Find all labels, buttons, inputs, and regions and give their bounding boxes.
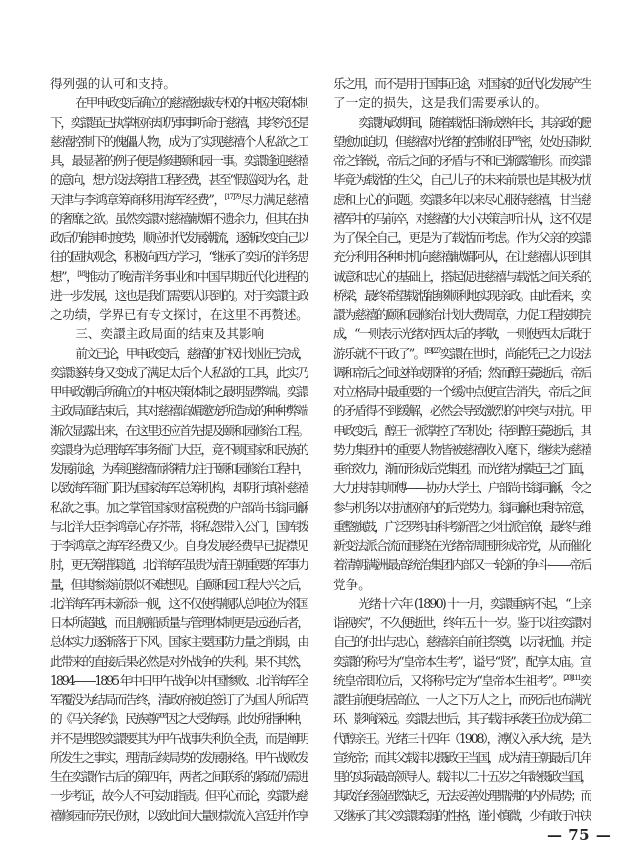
text-line	[50, 151, 308, 170]
line-text: 望愈加迫切，但慈禧对光绪的控制依旧严密，处处压制幼	[333, 133, 591, 149]
line-text: 肘，更无筹措渠道，北洋海军虽贵为清王朝重要的军事力	[50, 557, 308, 573]
line-text: 的奢靡之欲。虽然奕譞对慈禧献媚不遗余力，但其在执	[50, 210, 308, 226]
text-line	[50, 267, 308, 286]
text-line	[333, 517, 591, 536]
line-text: 成，“一则表示光绪对西太后的孝敬，一则使西太后耽于	[333, 326, 591, 342]
text-line	[50, 113, 308, 132]
text-line	[50, 729, 308, 748]
text-line	[50, 440, 308, 459]
text-line	[50, 594, 308, 613]
line-text: 帝之锋锐，帝后之间的矛盾与不和已渐露雏形。而奕譞	[333, 153, 591, 168]
text-line	[50, 613, 308, 632]
line-text: 游乐就不干政了”。	[333, 345, 425, 361]
line-text: 的矛盾得不到缓解，必然会导致激烈的冲突与对抗。甲	[333, 403, 591, 419]
text-line	[333, 401, 591, 420]
text-line	[333, 113, 591, 132]
text-line	[333, 709, 591, 728]
text-line	[50, 517, 308, 536]
line-text: 奕譞身为总理海军事务衙门大臣，竟不顾国家和民族的	[50, 441, 308, 457]
text-line	[50, 401, 308, 420]
text-line	[50, 247, 308, 266]
text-line	[333, 478, 591, 497]
line-text: 统皇帝即位后，又将称号定为“皇帝本生祖考”。	[333, 672, 564, 688]
text-line	[50, 748, 308, 767]
text-line	[50, 575, 308, 594]
line-text: 乐之用，而不是用于国事正途，对国家的近代化发展产生	[333, 76, 591, 91]
line-text: 私欲之事。加之掌管国家财富税费的户部尚书翁同龢	[50, 499, 308, 515]
citation-superscript: [19]227	[424, 346, 440, 355]
line-text: 譞为慈禧的颐和园修治计划大费周章，力促工程按期完	[333, 307, 591, 322]
line-text: 与北洋大臣李鸿章心存芥蒂，将私怨带入公门，国库拨	[50, 518, 308, 534]
line-text: 天津与李鸿章筹商移用海军经费”，	[50, 191, 225, 207]
line-text: 推动了晚清洋务事业和中国早期近代化进程的	[85, 268, 308, 284]
text-line	[333, 690, 591, 709]
line-text: 具，最显著的例子便是修建颐和园一事。奕譞逢迎慈禧	[50, 153, 308, 168]
text-line	[333, 209, 591, 228]
text-line	[333, 613, 591, 632]
line-text: 了一定的损失，这是我们需要承认的。	[333, 95, 548, 111]
line-text: 奕譞在世时，尚能凭己之力设法	[439, 345, 591, 361]
text-line	[50, 671, 308, 690]
line-text: 垂帘效力，渐而形成后党集团。而光绪为撑起己之门面，	[333, 461, 591, 476]
text-line	[333, 286, 591, 305]
line-text: 重整旗鼓，广泛罗织由科考新晋之少壮派官僚，最终与维	[333, 518, 591, 534]
line-text: 量，但其惨淡前景似不难想见。自颐和园工程大兴之后，	[50, 576, 308, 592]
text-line	[50, 190, 308, 209]
line-text: 禧修园而劳民伤财，以致此间大量财款流入宫廷并作享	[50, 807, 308, 823]
line-text: 其政治经验固然缺乏，无法妥善处理鼎沸的内外局势；而	[333, 788, 591, 804]
text-line	[50, 132, 308, 151]
text-line	[50, 305, 308, 324]
text-line	[333, 440, 591, 459]
line-text: 之功绩，学界已有专文探讨，在这里不再赘述。	[50, 307, 308, 322]
left-text-column	[50, 74, 308, 825]
line-text: 发展前途，为奉迎慈禧而将精力注于颐和园修治工程中，	[50, 461, 308, 476]
text-line	[50, 421, 308, 440]
text-line	[333, 305, 591, 324]
text-line	[333, 170, 591, 189]
line-text: 奕	[580, 672, 591, 688]
text-line	[333, 555, 591, 574]
line-text: 毕竟为载湉的生父，自己儿子的未来前景也是其极为忧	[333, 172, 591, 188]
section-heading	[50, 324, 308, 343]
line-text: 大力扶持其师傅——协办大学士、户部尚书翁同龢，令之	[333, 480, 591, 496]
text-line	[333, 594, 591, 613]
line-text: 党争。	[333, 576, 371, 592]
text-line	[333, 74, 591, 93]
line-text: 着清朝满洲最高统治集团内部又一轮新的争斗——帝后	[333, 557, 591, 573]
text-line	[333, 324, 591, 343]
line-text: 1894——1895 年中日甲午战争以中国惨败、北洋海军全	[50, 672, 308, 688]
line-text: 虑和上心的问题。奕譞多年以来尽心服侍慈禧，甘当慈	[333, 191, 591, 207]
citation-superscript: [18]	[77, 269, 86, 278]
line-text: 势力集团中的重要人物皆被慈禧收入麾下，继续为慈禧	[333, 441, 591, 457]
text-line	[50, 286, 308, 305]
line-text: 对立格局中最重要的一个缓冲点便宣告消失，帝后之间	[333, 384, 591, 399]
text-line	[333, 190, 591, 209]
text-line	[333, 363, 591, 382]
text-line	[333, 459, 591, 478]
text-line	[50, 690, 308, 709]
line-text: 并不是埋怨奕譞要其为甲午战事失利负全责，而是阐明	[50, 730, 308, 746]
text-line	[50, 459, 308, 478]
line-text: 的《马关条约》，民族尊严因之大受侮辱。此处所指种种，	[50, 711, 308, 727]
text-line	[50, 228, 308, 247]
line-text: 诚意和忠心的基础上，搭起促进慈禧与载湉之间关系的	[333, 268, 591, 284]
text-line	[50, 478, 308, 497]
line-text: 尽力满足慈禧	[240, 191, 308, 207]
text-line	[50, 344, 308, 363]
line-text: 参与机务以对抗枢府内的后党势力。翁同龢也秉持帝意，	[333, 499, 591, 515]
line-text: 所发生之事实，理清后续局势的发展脉络。甲午战败发	[50, 749, 308, 765]
text-line	[50, 767, 308, 786]
line-text: 进一步发展，这也是我们需要认识到的。对于奕譞主政	[50, 287, 308, 303]
line-text: 生在奕譞作古后的第四年，两者之间联系的紧疏仍需进	[50, 769, 308, 784]
line-text: 一步考证，故今人不可妄加指责。但平心而论，奕譞为慈	[50, 788, 308, 804]
line-text: 新变法派合流而围绕在光绪帝周围形成帝党，从而催化	[333, 538, 591, 553]
text-line	[50, 806, 308, 825]
text-line	[50, 382, 308, 401]
text-line	[50, 363, 308, 382]
text-line	[50, 74, 308, 93]
text-line	[333, 767, 591, 786]
line-text: 前文已论，甲申政变后，慈禧的扩权计划业已完成，	[75, 345, 308, 361]
page-number: — 75 —	[547, 826, 612, 844]
text-line	[50, 652, 308, 671]
line-text: 调和帝后之间这样或那样的矛盾；然而醇王薨逝后，帝后	[333, 364, 591, 380]
text-line	[333, 748, 591, 767]
line-text: 渐次显露出来，在这里还应首先提及颐和园修治工程。	[50, 422, 308, 438]
line-text: 甲申政潮后所确立的中枢决策体制之最明显弊端。奕譞	[50, 384, 308, 399]
text-line	[333, 267, 591, 286]
line-text: 慈禧控制下的傀儡人物，成为了实现慈禧个人私欲之工	[50, 133, 308, 149]
line-text: 自己的付出与忠心，慈禧亲自前往祭奠，以示抚恤。并定	[333, 634, 591, 650]
text-line	[333, 671, 591, 690]
text-line	[333, 536, 591, 555]
line-text: 日本所超越，而且舰船质量与管理体制更是远逊后者，	[50, 615, 308, 630]
text-line	[333, 632, 591, 651]
text-line	[50, 786, 308, 805]
text-line	[50, 170, 308, 189]
line-text: 譞生前便身居高位、一人之下万人之上，而死后也布满光	[333, 692, 591, 707]
text-line	[333, 806, 591, 825]
line-text: 以致海军衙门阳为国家海军总筹机构，却阴行填补慈禧	[50, 480, 308, 496]
line-text: 为了保全自己，更是为了载湉而考虑。作为父亲的奕譞	[333, 230, 591, 245]
line-text: 北洋海军再未新添一舰，这不仅使得舰队总吨位为邻国	[50, 595, 308, 611]
line-text: 想”，	[50, 268, 78, 284]
text-line	[333, 652, 591, 671]
text-line	[50, 555, 308, 574]
line-text: 得列强的认可和支持。	[50, 76, 176, 91]
text-line	[333, 132, 591, 151]
text-line	[333, 93, 591, 112]
text-line	[50, 93, 308, 112]
line-text: 政后仍能审时度势，顺应时代发展潮流，逐渐改变自己以	[50, 230, 308, 245]
text-line	[50, 709, 308, 728]
text-line	[333, 786, 591, 805]
text-line	[333, 228, 591, 247]
line-text: 代醇亲王。光绪三十四年（1908），溥仪入承大统，是为	[333, 730, 591, 746]
line-text: 奕譞遂转身又变成了满足太后个人私欲的工具，此实乃	[50, 364, 308, 380]
line-text: 禧军中的马前卒，对慈禧的大小决策言听计从，这不仅是	[333, 210, 591, 226]
line-text: 的意向，想方设法筹措工程经费，甚至“假巡阅为名，赴	[50, 172, 308, 188]
line-text: 军覆没为结局而告终，清政府被迫签订了为国人所诟骂	[50, 692, 308, 707]
line-text: 里的实际最高领导人。载沣以二十五岁之年龄摄政当国，	[333, 769, 591, 784]
right-text-column	[333, 74, 591, 825]
line-text: 总体实力逐渐落于下风。国家主要国防力量之削弱，由	[50, 634, 308, 650]
line-text: 此带来的直接后果必然是对外战争的失利。果不其然，	[50, 653, 308, 669]
text-line	[333, 151, 591, 170]
text-line	[333, 729, 591, 748]
text-line	[50, 209, 308, 228]
citation-superscript: [20]111	[563, 673, 581, 682]
text-line	[50, 632, 308, 651]
line-text: 诣视疾”，不久便逝世，终年五十一岁。鉴于以往奕譞对	[333, 615, 591, 630]
line-text: 在甲申政变后确立的慈禧独裁专权的中枢决策体制	[75, 95, 308, 111]
text-line	[333, 247, 591, 266]
text-line	[333, 421, 591, 440]
line-text: 奕譞的称号为“皇帝本生考”，谥号“贤”，配享太庙。宣	[333, 653, 591, 669]
line-text: 桥梁，最终希望载湉能够顺利地实现亲政。由此看来，奕	[333, 287, 591, 303]
text-line	[333, 575, 591, 594]
line-text: 申政变后，醇王一派掌控了军机处；待到醇王薨逝后，其	[333, 422, 591, 438]
line-text: 环、影响深远。奕譞去世后，其子载沣承袭王位成为第二	[333, 711, 591, 727]
line-text: 光绪十六年 (1890) 十一月，奕譞重病不起，“上亲	[358, 595, 591, 611]
line-text: 充分利用各种时机向慈禧献媚阿从，在让慈禧认识到其	[333, 249, 591, 265]
text-line	[333, 498, 591, 517]
text-line	[333, 344, 591, 363]
line-text: 于李鸿章之海军经费又少。自身发展经费早已捉襟见	[50, 538, 308, 553]
citation-superscript: [17]79	[224, 192, 241, 201]
line-text: 宣统帝；而其父载沣以摄政王当国，成为清王朝最后几年	[333, 749, 591, 765]
line-text: 下，奕譞虽已执掌枢府却仍事事听命于慈禧，其终究还是	[50, 114, 308, 130]
text-line	[50, 498, 308, 517]
text-line	[50, 536, 308, 555]
line-text: 奕譞执政期间，随着载湉日渐成熟年长，其亲政的愿	[358, 114, 591, 130]
text-line	[333, 382, 591, 401]
line-text: 主政局面结束后，其对慈禧谄媚邀宠所造成的种种弊端	[50, 403, 308, 419]
line-text: 往的固执观念，积极向西方学习，“继承了奕䜣的洋务思	[50, 249, 308, 265]
line-text: 三、奕譞主政局面的结束及其影响	[75, 326, 265, 342]
line-text: 又继承了其父奕譞柔弱的性格，谨小慎微，少有敢于冲决	[333, 807, 591, 823]
